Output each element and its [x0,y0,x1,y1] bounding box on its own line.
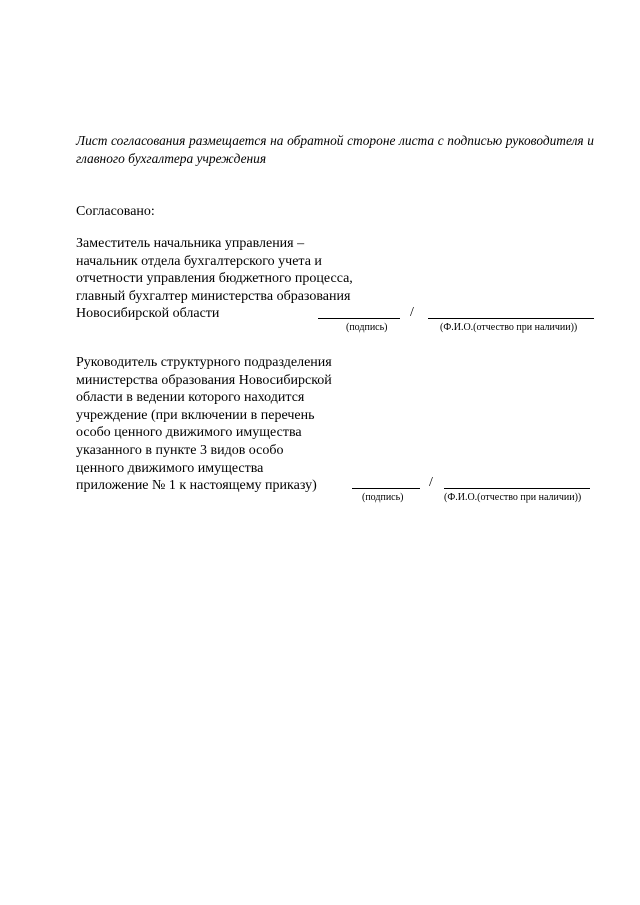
approver-2-separator: / [429,475,433,490]
approver-2-line: учреждение (при включении в перечень [76,407,315,423]
approver-1-name-caption: (Ф.И.О.(отчество при наличии)) [440,322,578,333]
approver-1-line: Новосибирской области [76,306,220,322]
approver-1-line: Заместитель начальника управления – [76,236,305,251]
approver-1-separator: / [410,305,414,320]
approver-2-line: приложение № 1 к настоящему приказу) [76,478,317,494]
approver-2-signature-caption: (подпись) [362,492,404,503]
approver-1-signature-caption: (подпись) [346,322,388,333]
agreed-label: Согласовано: [76,204,155,219]
approver-1-line: отчетности управления бюджетного процесса, [76,271,353,287]
placement-note: Лист согласования размещается на обратной стороне листа с подписью руководителя и главного бухгалтера учреждения [76,133,594,166]
approver-2-line: указанного в пункте 3 видов особо [76,442,284,458]
approver-1-position [76,235,353,323]
approver-1-line: начальник отдела бухгалтерского учета и [76,253,322,269]
approver-2-line: ценного движимого имущества [76,460,264,476]
approver-2-position [76,354,332,495]
approver-1-line: главный бухгалтер министерства образования [76,288,351,304]
approver-1-name-line [428,318,594,319]
approver-2-line: области в ведении которого находится [76,390,305,406]
approver-2-name-line [444,488,590,489]
approver-2-line: особо ценного движимого имущества [76,425,302,441]
approver-2-line: Руководитель структурного подразделения [76,355,332,370]
approver-2-signature-line [352,488,420,489]
approver-1-signature-line [318,318,400,319]
approver-2-line: министерства образования Новосибирской [76,372,332,388]
approver-2-name-caption: (Ф.И.О.(отчество при наличии)) [444,492,582,503]
